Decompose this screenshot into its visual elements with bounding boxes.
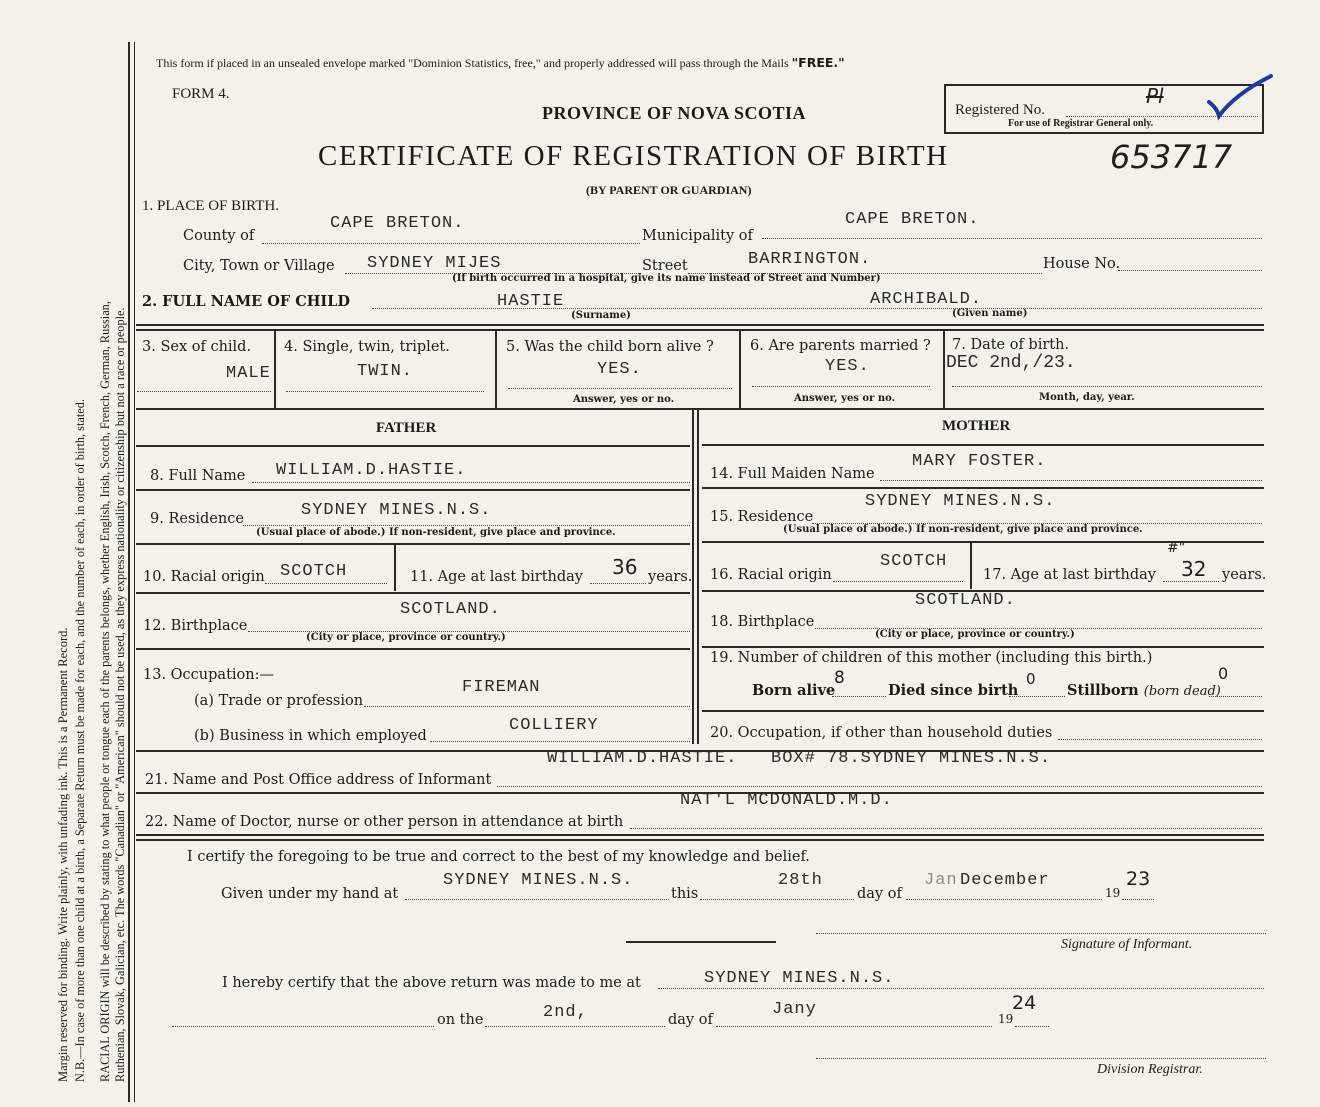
margin-rule-inner bbox=[134, 42, 135, 1102]
father-racial-label: 10. Racial origin bbox=[143, 569, 265, 585]
registrar-signature-label: Division Registrar. bbox=[1097, 1062, 1203, 1077]
certification-month-value: December bbox=[960, 871, 1050, 890]
registrar-signature-field bbox=[816, 1058, 1266, 1059]
province-heading: PROVINCE OF NOVA SCOTIA bbox=[542, 103, 807, 123]
this-label: this bbox=[671, 886, 699, 902]
mother-name-value: MARY FOSTER. bbox=[912, 452, 1047, 471]
father-racial-value: SCOTCH bbox=[280, 562, 348, 581]
registrar-place-value: SYDNEY MINES.N.S. bbox=[704, 969, 895, 988]
mother-birthplace-label: 18. Birthplace bbox=[710, 614, 815, 630]
mother-residence-value: SYDNEY MINES.N.S. bbox=[865, 492, 1056, 511]
doctor-value: NAT'L MCDONALD.M.D. bbox=[680, 791, 893, 810]
stillborn-note: (born dead) bbox=[1143, 684, 1221, 699]
plurality-value: TWIN. bbox=[357, 362, 414, 381]
street-value: BARRINGTON. bbox=[748, 250, 872, 269]
place-of-birth-heading: 1. PLACE OF BIRTH. bbox=[142, 198, 280, 214]
parents-married-note: Answer, yes or no. bbox=[794, 393, 896, 404]
date-of-birth-note: Month, day, year. bbox=[1039, 392, 1135, 403]
born-alive-note: Answer, yes or no. bbox=[573, 394, 675, 405]
informant-signature-label: Signature of Informant. bbox=[1061, 937, 1193, 952]
parents-married-label: 6. Are parents married ? bbox=[750, 338, 931, 354]
margin-note-racial-origin-2: Ruthenian, Slovak, Galician, etc. The words "Canadian" or "American" should not be used, as they express nationality or citizenship but not a race or people. bbox=[113, 307, 127, 1082]
born-alive-count-label: Born alive bbox=[752, 682, 836, 699]
died-since-birth-label: Died since birth bbox=[888, 682, 1019, 699]
born-alive-value: YES. bbox=[597, 360, 642, 379]
informant-value: WILLIAM.D.HASTIE. BOX# 78.SYDNEY MINES.N.S. bbox=[547, 749, 1052, 768]
mother-heading: MOTHER bbox=[942, 418, 1011, 434]
child-name-label: 2. FULL NAME OF CHILD bbox=[142, 293, 350, 310]
surname-note: (Surname) bbox=[571, 310, 631, 321]
father-business-label: (b) Business in which employed bbox=[194, 728, 427, 744]
doctor-label: 22. Name of Doctor, nurse or other person in attendance at birth bbox=[145, 814, 624, 830]
margin-note-racial-origin-1: RACIAL ORIGIN will be described by stating to what people or tongue each of the parents belongs, whether English, Irish, Scotch, French, German, Russian, bbox=[98, 301, 112, 1082]
born-alive-count: 8 bbox=[834, 668, 845, 688]
signature-stroke bbox=[626, 941, 776, 943]
mother-residence-label: 15. Residence bbox=[710, 509, 814, 525]
father-occupation-label: 13. Occupation:— bbox=[143, 667, 274, 683]
informant-signature-field bbox=[816, 933, 1266, 934]
father-birthplace-value: SCOTLAND. bbox=[400, 600, 501, 619]
father-birthplace-label: 12. Birthplace bbox=[143, 618, 248, 634]
certificate-title: CERTIFICATE OF REGISTRATION OF BIRTH bbox=[318, 140, 949, 172]
margin-note-multiple-births: N.B.—In case of more than one child at a birth, a Separate Return must be made for each, and the number of each, in order of birth, stated. bbox=[73, 399, 87, 1082]
mother-racial-label: 16. Racial origin bbox=[710, 567, 832, 583]
father-trade-label: (a) Trade or profession bbox=[194, 693, 364, 709]
born-alive-label: 5. Was the child born alive ? bbox=[506, 339, 714, 355]
child-surname: HASTIE bbox=[497, 292, 565, 311]
day-of-label: day of bbox=[857, 886, 902, 902]
mother-racial-value: SCOTCH bbox=[880, 552, 948, 571]
father-trade-value: FIREMAN bbox=[462, 678, 541, 697]
registrar-year-prefix: 19 bbox=[998, 1012, 1014, 1026]
father-residence-note: (Usual place of abode.) If non-resident, give place and province. bbox=[256, 527, 616, 538]
registered-number-note: For use of Registrar General only. bbox=[1008, 118, 1154, 129]
mother-age-mark: #" bbox=[1167, 540, 1186, 556]
informant-label: 21. Name and Post Office address of Informant bbox=[145, 772, 492, 788]
mother-residence-note: (Usual place of abode.) If non-resident, give place and province. bbox=[783, 524, 1143, 535]
municipality-label: Municipality of bbox=[642, 228, 753, 244]
stillborn-count: 0 bbox=[1218, 664, 1229, 683]
date-of-birth-label: 7. Date of birth. bbox=[952, 337, 1070, 353]
mother-birthplace-note: (City or place, province or country.) bbox=[875, 629, 1075, 640]
mother-name-label: 14. Full Maiden Name bbox=[710, 466, 875, 482]
handwritten-registration-number: 653717 bbox=[1110, 138, 1233, 176]
registered-number-label: Registered No. bbox=[955, 102, 1045, 118]
certification-statement: I certify the foregoing to be true and correct to the best of my knowledge and belief. bbox=[187, 849, 810, 865]
children-count-label: 19. Number of children of this mother (including this birth.) bbox=[710, 650, 1153, 666]
mail-notice: This form if placed in an unsealed envelope marked "Dominion Statistics, free," and properly addressed will pass through the Mails "FREE." bbox=[156, 55, 845, 70]
father-heading: FATHER bbox=[376, 420, 437, 436]
municipality-value: CAPE BRETON. bbox=[845, 210, 980, 229]
form-number: FORM 4. bbox=[172, 86, 230, 102]
certification-month-struck: Jan bbox=[924, 871, 958, 890]
father-residence-label: 9. Residence bbox=[150, 511, 244, 527]
father-age-value: 36 bbox=[612, 555, 638, 579]
county-value: CAPE BRETON. bbox=[330, 214, 465, 233]
street-label: Street bbox=[642, 258, 688, 274]
registrar-day-value: 2nd, bbox=[543, 1003, 588, 1022]
house-number-label: House No. bbox=[1043, 256, 1121, 272]
hospital-note: (If birth occurred in a hospital, give its name instead of Street and Number) bbox=[452, 273, 881, 284]
margin-note-binding: Margin reserved for binding. Write plainly, with unfading ink. This is a Permanent Record. bbox=[56, 627, 70, 1082]
mother-age-value: 32 bbox=[1181, 557, 1207, 581]
given-under-hand-label: Given under my hand at bbox=[221, 886, 399, 902]
certificate-subtitle: (BY PARENT OR GUARDIAN) bbox=[586, 183, 752, 197]
father-age-label: 11. Age at last birthday bbox=[410, 569, 583, 585]
mother-occupation-label: 20. Occupation, if other than household duties bbox=[710, 725, 1053, 741]
certification-day-value: 28th bbox=[778, 871, 823, 890]
date-of-birth-value: DEC 2nd,/23. bbox=[946, 353, 1076, 373]
city-value: SYDNEY MIJES bbox=[367, 254, 502, 273]
died-since-birth-count: 0 bbox=[1026, 670, 1036, 688]
city-label: City, Town or Village bbox=[183, 258, 335, 274]
registrar-month-value: Jany bbox=[772, 1000, 817, 1019]
mother-age-suffix: years. bbox=[1222, 567, 1267, 583]
house-number-field bbox=[1118, 270, 1262, 271]
checkmark-icon bbox=[1205, 72, 1275, 122]
father-residence-value: SYDNEY MINES.N.S. bbox=[301, 501, 492, 520]
sex-label: 3. Sex of child. bbox=[142, 339, 252, 355]
stillborn-label-text: Stillborn bbox=[1067, 682, 1139, 699]
mother-birthplace-value: SCOTLAND. bbox=[915, 591, 1016, 610]
registrar-year-value: 24 bbox=[1012, 992, 1037, 1014]
father-name-value: WILLIAM.D.HASTIE. bbox=[276, 461, 467, 480]
county-label: County of bbox=[183, 228, 255, 244]
registrar-statement: I hereby certify that the above return was made to me at bbox=[222, 975, 641, 991]
father-age-suffix: years. bbox=[648, 569, 693, 585]
certification-year-value: 23 bbox=[1126, 868, 1151, 890]
on-the-label: on the bbox=[437, 1012, 484, 1028]
parents-married-value: YES. bbox=[825, 357, 870, 376]
father-business-value: COLLIERY bbox=[509, 716, 599, 735]
child-given-name: ARCHIBALD. bbox=[870, 290, 983, 309]
certification-year-prefix: 19 bbox=[1105, 886, 1121, 900]
father-name-label: 8. Full Name bbox=[150, 468, 246, 484]
father-birthplace-note: (City or place, province or country.) bbox=[306, 632, 506, 643]
margin-rule bbox=[128, 42, 130, 1102]
stillborn-label bbox=[1067, 682, 1221, 699]
given-name-note: (Given name) bbox=[952, 308, 1028, 319]
mother-age-label: 17. Age at last birthday bbox=[983, 567, 1156, 583]
registered-number-mark: Pl bbox=[1146, 84, 1164, 108]
plurality-label: 4. Single, twin, triplet. bbox=[284, 339, 450, 355]
given-place-value: SYDNEY MINES.N.S. bbox=[443, 871, 634, 890]
sex-value: MALE bbox=[226, 364, 271, 383]
registrar-day-of-label: day of bbox=[668, 1012, 713, 1028]
